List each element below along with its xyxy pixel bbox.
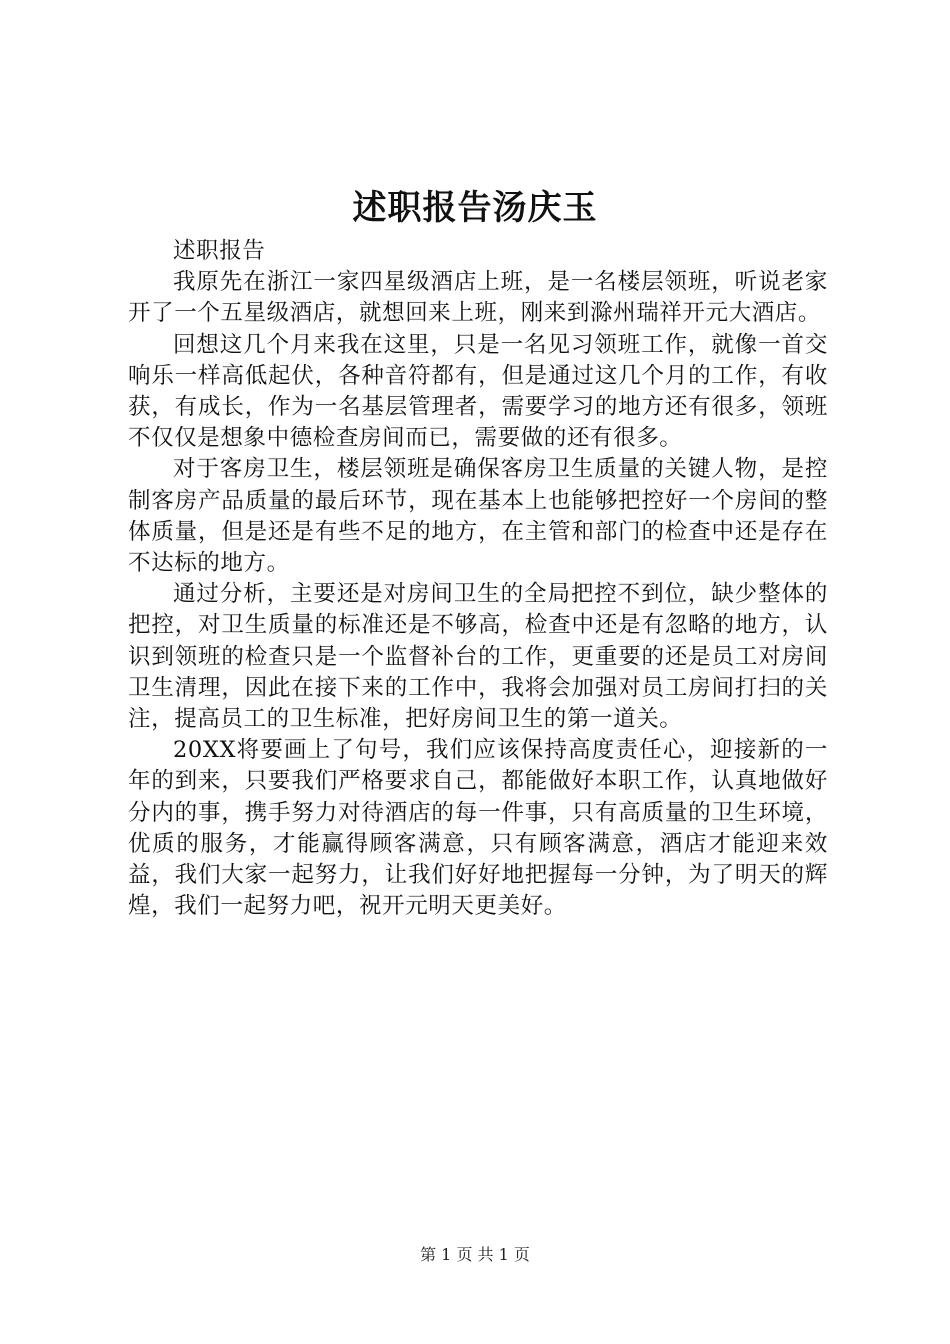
paragraph-heading: 述职报告 [173,238,266,264]
page-title: 述职报告汤庆玉 [352,188,598,228]
document-body [128,236,828,922]
paragraph: 回想这几个月来我在这里，只是一名见习领班工作，就像一首交响乐一样高低起伏，各种音符都有，但是通过这几个月的工作，有收获，有成长，作为一名基层管理者，需要学习的地方还有很多，领班不仅仅是想象中德检查房间而已，需要做的还有很多。 [128,331,828,452]
page-number: 第 1 页 共 1 页 [420,1245,530,1264]
paragraph: 20XX将要画上了句号，我们应该保持高度责任心，迎接新的一年的到来，只要我们严格要求自己，都能做好本职工作，认真地做好分内的事，携手努力对待酒店的每一件事，只有高质量的卫生环境，优质的服务，才能赢得顾客满意，只有顾客满意，酒店才能迎来效益，我们大家一起努力，让我们好好地把握每一分钟，为了明天的辉煌，我们一起努力吧，祝开元明天更美好。 [128,737,828,920]
paragraph: 通过分析，主要还是对房间卫生的全局把控不到位，缺少整体的把控，对卫生质量的标准还是不够高，检查中还是有忽略的地方，认识到领班的检查只是一个监督补台的工作，更重要的还是员工对房间卫生清理，因此在接下来的工作中，我将会加强对员工房间打扫的关注，提高员工的卫生标准，把好房间卫生的第一道关。 [128,581,828,733]
paragraph: 我原先在浙江一家四星级酒店上班，是一名楼层领班，听说老家开了一个五星级酒店，就想回来上班，刚来到滁州瑞祥开元大酒店。 [128,269,828,327]
paragraph: 对于客房卫生，楼层领班是确保客房卫生质量的关键人物，是控制客房产品质量的最后环节，现在基本上也能够把控好一个房间的整体质量，但是还是有些不足的地方，在主管和部门的检查中还是存在不达标的地方。 [128,456,828,577]
